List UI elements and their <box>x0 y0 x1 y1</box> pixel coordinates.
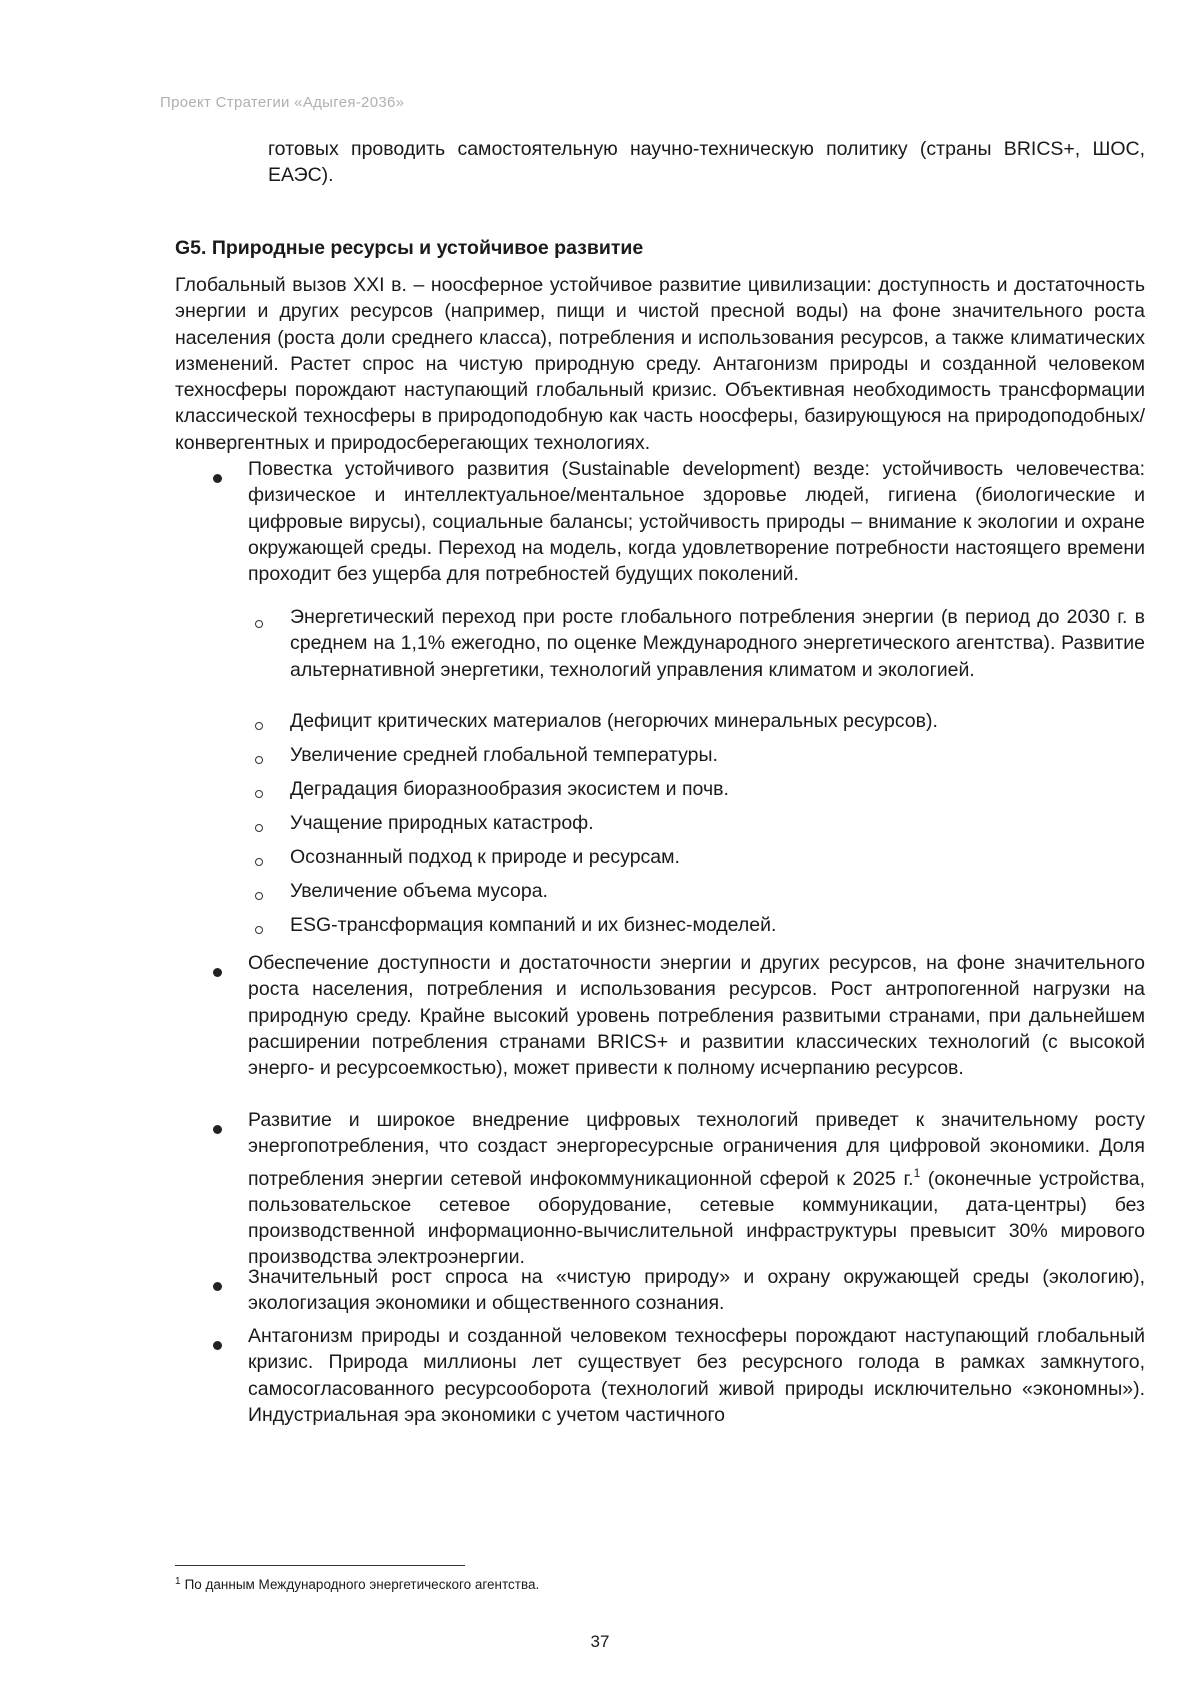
bullet-item: Обеспечение доступности и достаточности энергии и других ресурсов, на фоне значительного роста населения, потребления и использования ресурсов. Рост антропогенной нагрузки на природную среду. Крайне высокий уровень потребления развитыми странами, при дальнейшем расширении потребления странами BRICS+ и развитии классических технологий (с высокой энерго- и ресурсоемкостью), может привести к полному исчерпанию ресурсов. <box>248 952 1145 1080</box>
page-number: 37 <box>590 1632 610 1651</box>
sub-bullet-item: Дефицит критических материалов (негорючих минеральных ресурсов). <box>290 710 938 732</box>
bullet-marker <box>213 1125 222 1134</box>
footnote <box>175 1576 539 1592</box>
sub-bullet-marker <box>255 926 263 934</box>
sub-bullet-marker <box>255 858 263 866</box>
sub-bullet-item: Осознанный подход к природе и ресурсам. <box>290 846 680 868</box>
bullet-marker <box>213 1341 222 1350</box>
continuation-paragraph: готовых проводить самостоятельную научно-техническую политику (страны BRICS+, ШОС, ЕАЭС). <box>268 138 1145 187</box>
sub-bullet-marker <box>255 892 263 900</box>
bullet-item <box>248 1107 1145 1271</box>
footnote-text: По данным Международного энергетического агентства. <box>184 1577 540 1592</box>
footnote-number: 1 <box>175 1576 181 1587</box>
sub-bullet-item: ESG-трансформация компаний и их бизнес-моделей. <box>290 914 777 936</box>
sub-bullet-item: Учащение природных катастроф. <box>290 812 594 834</box>
intro-paragraph: Глобальный вызов XXI в. – ноосферное устойчивое развитие цивилизации: доступность и достаточность энергии и других ресурсов (например, пищи и чистой пресной воды) на фоне значительного роста населения (роста доли среднего класса), потребления и использования ресурсов, а также климатических изменений. Растет спрос на чистую природную среду. Антагонизм природы и созданной человеком техносферы порождают наступающий глобальный кризис. Объективная необходимость трансформации классической техносферы в природоподобную как часть ноосферы, базирующуюся на природоподобных/конвергентных и природосберегающих технологиях. <box>175 274 1145 454</box>
sub-bullet-item: Увеличение средней глобальной температуры. <box>290 744 718 766</box>
bullet-text-part: (оконечные устройства, пользовательское сетевое оборудование, сетевые коммуникации, дата-центры) без производственной информационно-вычислительной инфраструктуры превысит 30% мирового производства электроэнергии. <box>248 1167 1145 1269</box>
bullet-item: Значительный рост спроса на «чистую природу» и охрану окружающей среды (экологию), экологизация экономики и общественного сознания. <box>248 1266 1145 1315</box>
bullet-item: Антагонизм природы и созданной человеком техносферы порождают наступающий глобальный кризис. Природа миллионы лет существует без ресурсного голода в рамках замкнутого, самосогласованного ресурсооборота (технологий живой природы исключительно «экономны»). Индустриальная эра экономики с учетом частичного <box>248 1325 1145 1426</box>
sub-bullet-marker <box>255 790 263 798</box>
footnote-reference[interactable]: 1 <box>913 1165 921 1180</box>
sub-bullet-marker <box>255 620 263 628</box>
bullet-marker <box>213 474 222 483</box>
sub-bullet-marker <box>255 756 263 764</box>
bullet-item: Повестка устойчивого развития (Sustainable development) везде: устойчивость человечества: физическое и интеллектуальное/ментальное здоровье людей, гигиена (биологические и цифровые вирусы), социальные балансы; устойчивость природы – внимание к экологии и охране окружающей среды. Переход на модель, когда удовлетворение потребности настоящего времени проходит без ущерба для потребностей будущих поколений. <box>248 458 1145 586</box>
sub-bullet-item: Увеличение объема мусора. <box>290 880 548 902</box>
sub-bullet-item: Энергетический переход при росте глобального потребления энергии (в период до 2030 г. в среднем на 1,1% ежегодно, по оценке Международного энергетического агентства). Развитие альтернативной энергетики, технологий управления климатом и экологией. <box>290 606 1145 681</box>
footnote-separator <box>175 1565 465 1566</box>
bullet-marker <box>213 1282 222 1291</box>
running-header: Проект Стратегии «Адыгея-2036» <box>160 94 405 111</box>
sub-bullet-item: Деградация биоразнообразия экосистем и почв. <box>290 778 729 800</box>
bullet-marker <box>213 968 222 977</box>
sub-bullet-marker <box>255 722 263 730</box>
sub-bullet-marker <box>255 824 263 832</box>
bullet-text-part: Развитие и широкое внедрение цифровых технологий приведет к значительному росту энергопотребления, что создаст энергоресурсные ограничения для цифровой экономики. Доля потребления энергии сетевой инфокоммуникационной сферой к 2025 г. <box>248 1109 1145 1190</box>
section-heading: G5. Природные ресурсы и устойчивое развитие <box>175 237 644 259</box>
